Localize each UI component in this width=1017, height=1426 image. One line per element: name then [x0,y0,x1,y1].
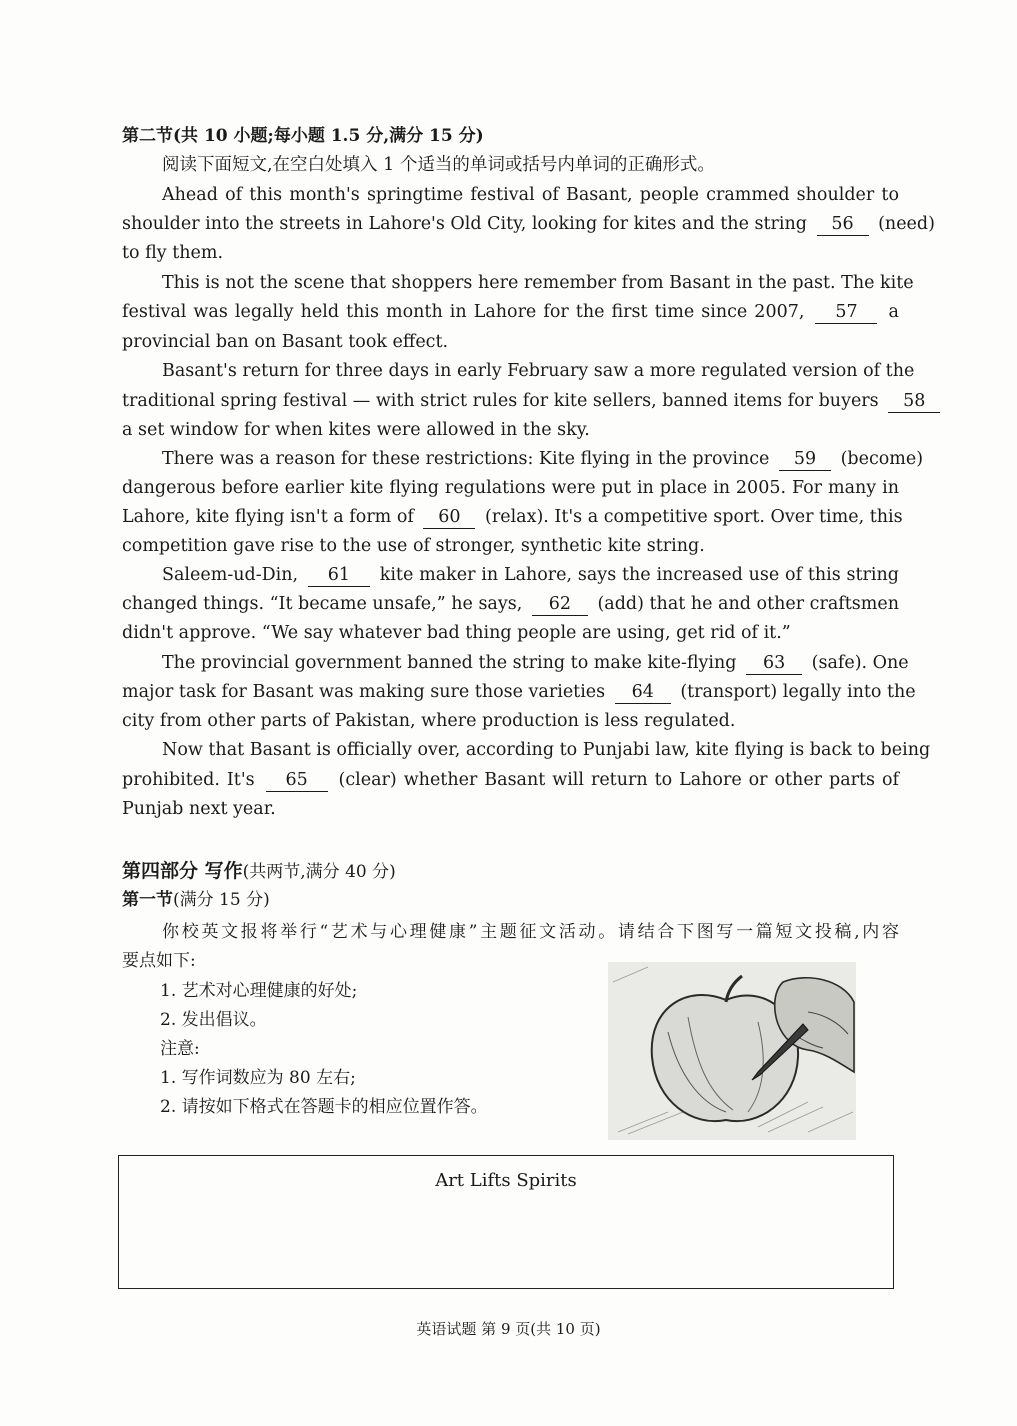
passage-line: Basant's return for three days in early February saw a more regulated version of the [162,361,915,381]
writing-task-line: 要点如下: [122,951,196,971]
key-point-1: 1. 艺术对心理健康的好处; [160,981,358,1001]
blank-63: 63 [746,652,802,675]
blank-56: 56 [817,213,869,236]
answer-box-title: Art Lifts Spirits [435,1170,577,1191]
page-footer: 英语试题 第 9 页(共 10 页) [416,1320,601,1338]
blank-65: 65 [266,769,328,792]
passage-line: shoulder into the streets in Lahore's Old City, looking for kites and the string 56 (need) [122,214,935,234]
passage-line: Saleem-ud-Din, 61 kite maker in Lahore, says the increased use of this string [162,565,899,585]
passage-line: Lahore, kite flying isn't a form of 60 (relax). It's a competitive sport. Over time, this [122,507,903,527]
note-label: 注意: [160,1039,200,1059]
passage-line: didn't approve. “We say whatever bad thing people are using, get rid of it.” [122,623,791,643]
passage-line: traditional spring festival — with strict rules for kite sellers, banned items for buyers 58 [122,387,899,416]
section-1-header: 第一节(满分 15 分) [122,890,270,910]
blank-57: 57 [815,301,877,324]
passage-line: competition gave rise to the use of stronger, synthetic kite string. [122,536,705,556]
note-2: 2. 请按如下格式在答题卡的相应位置作答。 [160,1097,488,1117]
answer-box [118,1155,894,1289]
passage-line: There was a reason for these restrictions: Kite flying in the province 59 (become) [162,449,924,469]
passage-line: This is not the scene that shoppers here remember from Basant in the past. The kite [162,273,914,293]
blank-58: 58 [888,390,940,413]
passage-line: Now that Basant is officially over, according to Punjabi law, kite flying is back to being [162,740,931,760]
blank-59: 59 [779,448,831,471]
note-1: 1. 写作词数应为 80 左右; [160,1068,356,1088]
blank-61: 61 [308,564,370,587]
passage-line: Punjab next year. [122,799,276,819]
apple-sketch-image [608,962,856,1140]
passage-line: major task for Basant was making sure those varieties 64 (transport) legally into the [122,682,916,702]
passage-line: changed things. “It became unsafe,” he says, 62 (add) that he and other craftsmen [122,594,899,614]
passage-line: Ahead of this month's springtime festival of Basant, people crammed shoulder to [162,185,899,205]
key-point-2: 2. 发出倡议。 [160,1010,267,1030]
passage-line: a set window for when kites were allowed in the sky. [122,420,590,440]
passage-line: prohibited. It's 65 (clear) whether Basant will return to Lahore or other parts of [122,770,899,790]
blank-64: 64 [615,681,671,704]
passage-line: city from other parts of Pakistan, where production is less regulated. [122,711,736,731]
section-2-instruction: 阅读下面短文,在空白处填入 1 个适当的单词或括号内单词的正确形式。 [162,155,715,175]
passage-line: to fly them. [122,243,224,263]
passage-line: festival was legally held this month in Lahore for the first time since 2007, 57 a [122,302,899,322]
blank-60: 60 [423,506,475,529]
blank-62: 62 [532,593,588,616]
part-4-title: 第四部分 写作(共两节,满分 40 分) [122,860,396,882]
passage-line: The provincial government banned the string to make kite-flying 63 (safe). One [162,653,909,673]
writing-task-line: 你校英文报将举行“艺术与心理健康”主题征文活动。请结合下图写一篇短文投稿,内容 [162,922,899,942]
section-2-header: 第二节(共 10 小题;每小题 1.5 分,满分 15 分) [122,126,484,146]
passage-line: provincial ban on Basant took effect. [122,332,449,352]
passage-line: dangerous before earlier kite flying regulations were put in place in 2005. For many in [122,478,899,498]
apple-sketch-hand-pencil-icon [608,962,856,1140]
